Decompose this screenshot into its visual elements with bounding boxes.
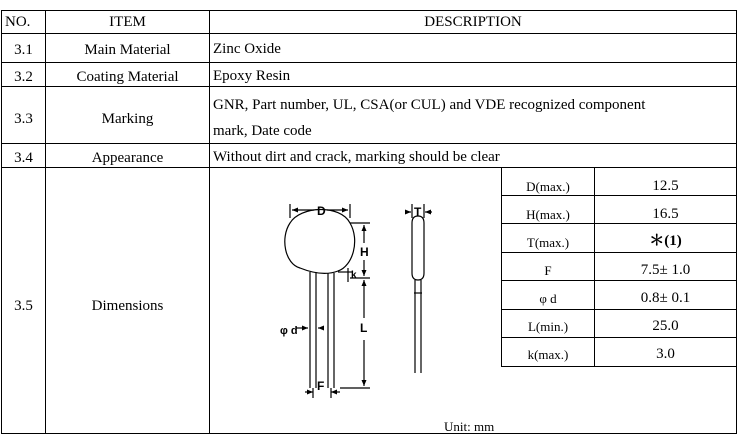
row-item: Coating Material [76, 69, 179, 85]
rule-3-1 [1, 62, 736, 63]
dim-value: 7.5± 1.0 [640, 262, 691, 278]
disc-body [285, 209, 355, 273]
rule-3-3 [1, 143, 736, 144]
rule-3-2 [1, 86, 736, 87]
row-description: Without dirt and crack, marking should be clear [213, 149, 500, 165]
row-description: Epoxy Resin [213, 68, 291, 84]
row-description-line2: mark, Date code [213, 123, 312, 139]
dim-value: 12.5 [652, 178, 679, 194]
label-H: H [360, 245, 369, 259]
dim-param: T(max.) [526, 235, 570, 250]
dim-param: L(min.) [527, 319, 569, 334]
row-description: Zinc Oxide [213, 41, 281, 57]
row-item: Appearance [91, 150, 164, 166]
row-no: 3.1 [14, 42, 33, 58]
rule-top [1, 10, 736, 11]
row-no: 3.5 [14, 298, 33, 314]
header-item: ITEM [109, 14, 146, 30]
label-D: D [317, 204, 326, 218]
label-T: T [414, 205, 422, 219]
row-no: 3.4 [14, 150, 33, 166]
side-body [412, 216, 424, 280]
row-no: 3.2 [14, 69, 33, 85]
dim-param: D(max.) [526, 179, 570, 194]
header-description: DESCRIPTION [424, 14, 522, 30]
dim-param: φ d [539, 291, 557, 306]
label-F: F [317, 379, 325, 393]
row-item: Dimensions [91, 298, 164, 314]
dim-rule [501, 366, 736, 367]
dim-param: k(max.) [527, 347, 569, 362]
row-no: 3.3 [14, 111, 33, 127]
row-description-line1: GNR, Part number, UL, CSA(or CUL) and VDE recognized component [213, 97, 646, 113]
dim-rule [501, 252, 736, 253]
dim-param: F [544, 263, 552, 278]
row-item: Marking [101, 111, 154, 127]
dim-param: H(max.) [526, 207, 570, 222]
dim-rule [501, 309, 736, 310]
row-item: Main Material [84, 42, 171, 58]
label-phi-d: φ d [280, 325, 298, 337]
varistor-dimension-drawing [210, 168, 500, 434]
rule-header [1, 33, 736, 34]
label-L: L [360, 321, 368, 335]
dim-rule [501, 280, 736, 281]
dim-value: 25.0 [652, 318, 679, 334]
label-k: k [351, 270, 357, 281]
col-right [736, 10, 737, 434]
unit-label: Unit: mm [444, 419, 495, 434]
dim-value: 16.5 [652, 206, 679, 222]
header-no: NO. [5, 14, 31, 30]
dim-value: ＊(1) [649, 233, 682, 249]
dim-rule [501, 337, 736, 338]
dim-value: 3.0 [656, 346, 675, 362]
dim-value: 0.8± 0.1 [640, 290, 691, 306]
